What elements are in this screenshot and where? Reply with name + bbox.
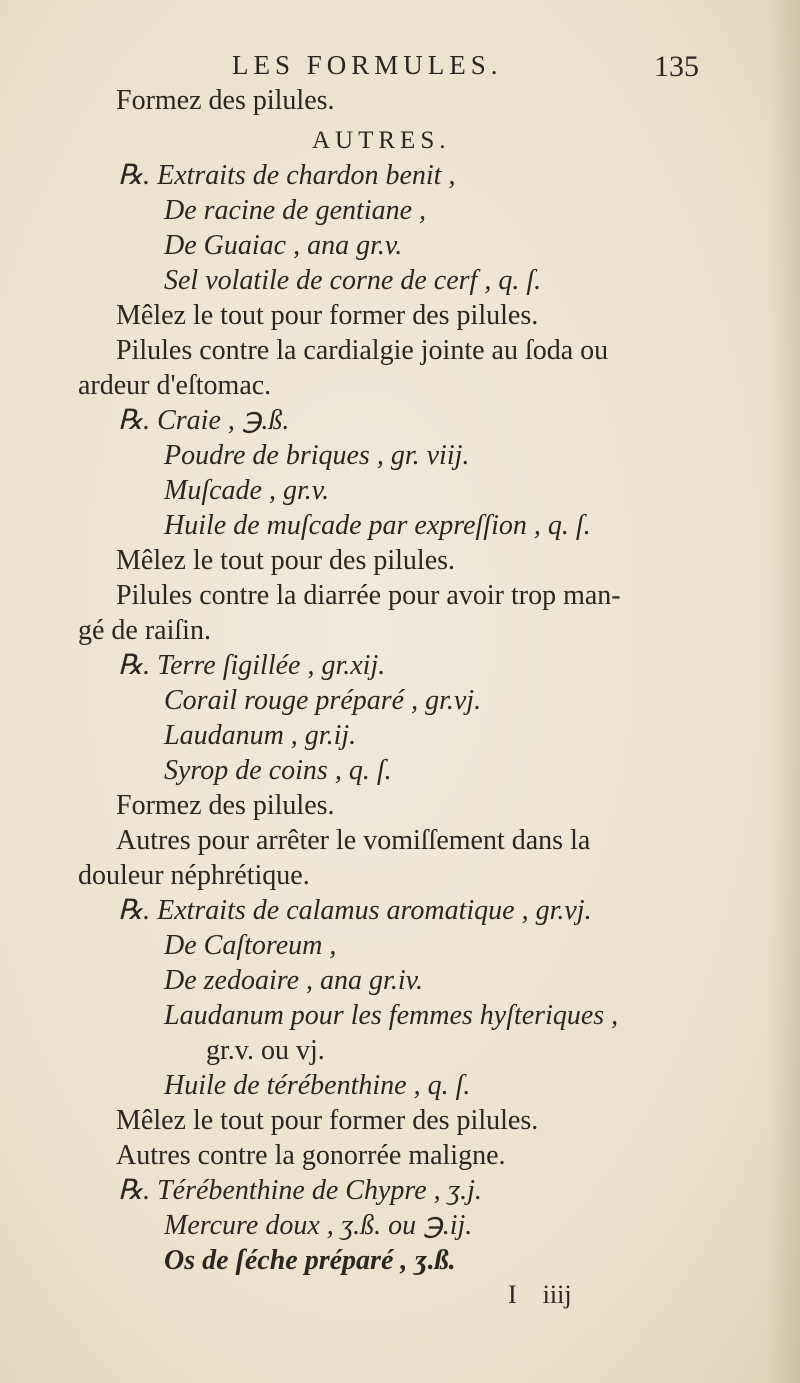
recipe-line: gr.v. ou vj. xyxy=(206,1035,325,1066)
text-line: Pilules contre la cardialgie jointe au ſoda ou xyxy=(116,335,609,366)
text-line: Mêlez le tout pour former des pilules. xyxy=(116,1105,539,1136)
recipe-line: Syrop de coins , q. ſ. xyxy=(164,755,392,786)
recipe-line: ℞. Térébenthine de Chypre , ʒ.j. xyxy=(118,1175,482,1206)
recipe-line: Sel volatile de corne de cerf , q. ſ. xyxy=(164,265,542,296)
recipe-line: Muſcade , gr.v. xyxy=(164,475,330,506)
text-line: Formez des pilules. xyxy=(116,85,335,116)
text-line: Mêlez le tout pour former des pilules. xyxy=(116,300,539,331)
text-line: douleur néphrétique. xyxy=(78,860,310,891)
section-heading: AUTRES. xyxy=(312,127,451,154)
running-header-title: LES FORMULES. xyxy=(232,50,503,80)
signature-mark xyxy=(508,1280,572,1310)
recipe-line: Corail rouge préparé , gr.vj. xyxy=(164,685,482,716)
recipe-line: ℞. Terre ſigillée , gr.xij. xyxy=(118,650,386,681)
recipe-line: De Caſtoreum , xyxy=(164,930,337,961)
recipe-line: Os de ſéche préparé , ʒ.ß. xyxy=(164,1245,456,1276)
recipe-line: Poudre de briques , gr. viij. xyxy=(164,440,470,471)
recipe-line: Mercure doux , ʒ.ß. ou ℈.ij. xyxy=(164,1210,473,1241)
recipe-line: De zedoaire , ana gr.iv. xyxy=(164,965,423,996)
text-line: Autres pour arrêter le vomiſſement dans la xyxy=(116,825,591,856)
signature-letter: I xyxy=(508,1280,517,1309)
text-line: gé de raiſin. xyxy=(78,615,211,646)
recipe-line: Laudanum pour les femmes hyſteriques , xyxy=(164,1000,619,1031)
recipe-line: Huile de muſcade par expreſſion , q. ſ. xyxy=(164,510,591,541)
recipe-line: ℞. Craie , ℈.ß. xyxy=(118,405,290,436)
recipe-line: Laudanum , gr.ij. xyxy=(164,720,357,751)
page-edge-shadow xyxy=(766,0,800,1383)
recipe-line: De Guaiac , ana gr.v. xyxy=(164,230,403,261)
signature-numeral: iiij xyxy=(542,1280,572,1309)
text-line: Mêlez le tout pour des pilules. xyxy=(116,545,456,576)
text-line: Formez des pilules. xyxy=(116,790,335,821)
recipe-line: ℞. Extraits de chardon benit , xyxy=(118,160,456,191)
page-number: 135 xyxy=(654,50,699,83)
recipe-line: De racine de gentiane , xyxy=(164,195,427,226)
recipe-line: Huile de térébenthine , q. ſ. xyxy=(164,1070,471,1101)
text-line: ardeur d'eſtomac. xyxy=(78,370,272,401)
text-line: Autres contre la gonorrée maligne. xyxy=(116,1140,506,1171)
recipe-line: ℞. Extraits de calamus aromatique , gr.vj. xyxy=(118,895,592,926)
text-line: Pilules contre la diarrée pour avoir trop man- xyxy=(116,580,621,611)
